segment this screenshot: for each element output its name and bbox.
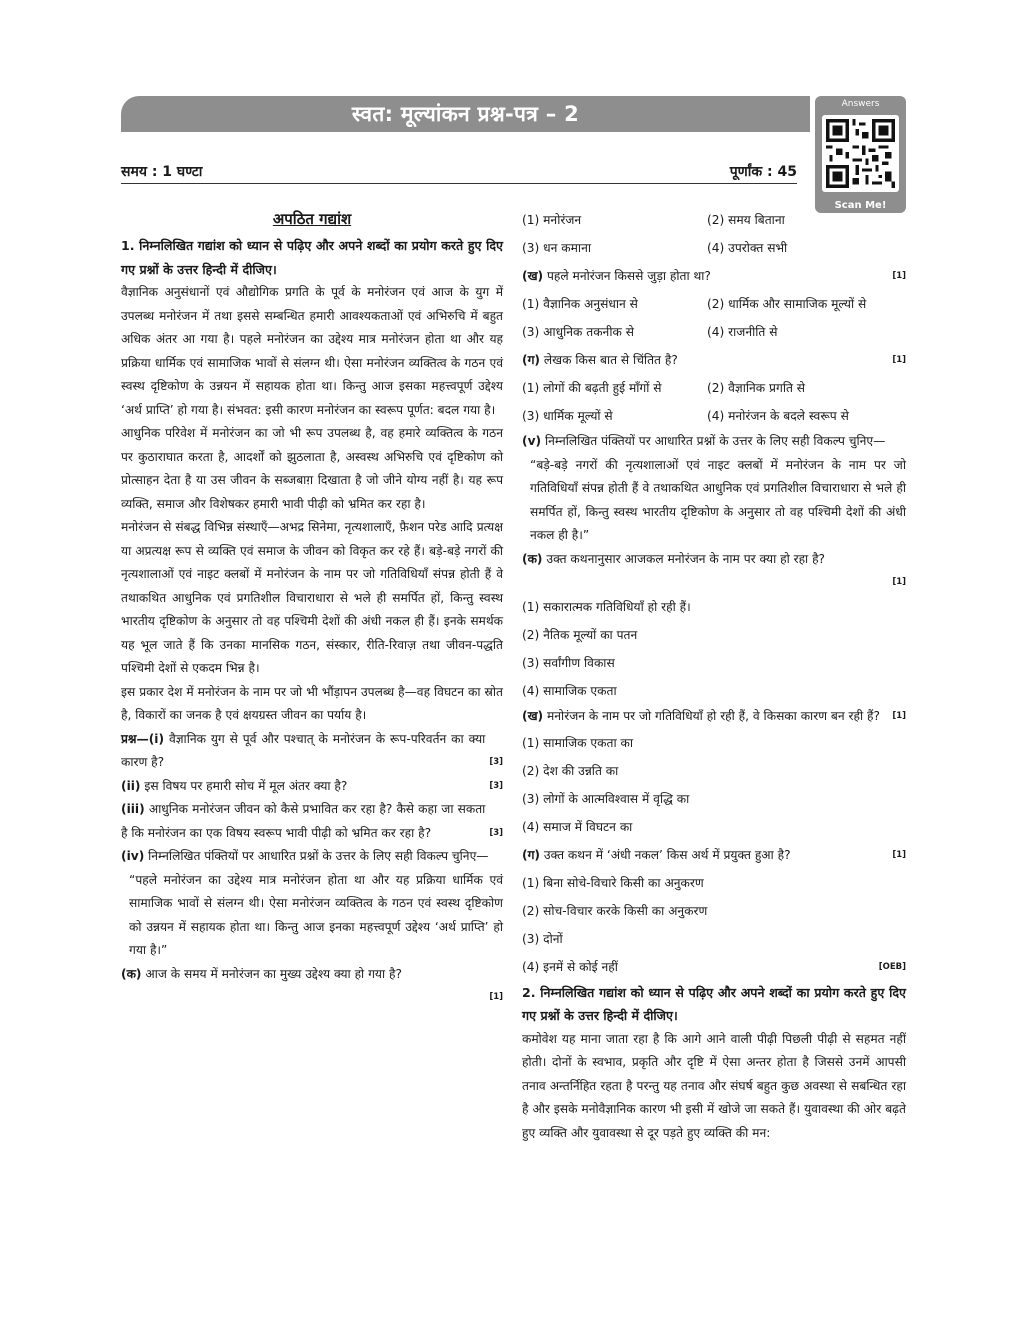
question-1-heading: 1. निम्नलिखित गद्यांश को ध्यान से पढ़िए और अपने शब्दों का प्रयोग करते हुए दिए गए प्रश्नों के उत्तर हिन्दी में दीजिए। xyxy=(121,238,503,277)
question-text: निम्नलिखित पंक्तियों पर आधारित प्रश्नों के उत्तर के लिए सही विकल्प चुनिए— xyxy=(544,434,886,448)
option: (4) समाज में विघटन का xyxy=(522,819,633,834)
option-row xyxy=(522,402,906,430)
left-column xyxy=(121,206,503,1008)
question-label: (iv) xyxy=(121,849,145,863)
question-text: उक्त कथनानुसार आजकल मनोरंजन के नाम पर क्या हो रहा है? xyxy=(546,551,826,566)
question-ii xyxy=(121,775,503,799)
option: (3) धार्मिक मूल्यों से xyxy=(522,409,613,423)
option: (1) लोगों की बढ़ती हुई माँगों से xyxy=(522,381,662,395)
question-iv xyxy=(121,845,503,869)
marks-badge: [1] xyxy=(489,992,503,1002)
quoted-passage: “पहले मनोरंजन का उद्देश्य मात्र मनोरंजन होता था और यह प्रक्रिया धार्मिक एवं सामाजिक भावों से संलग्न थी। ऐसा मनोरंजन व्यक्तित्व के गठन एवं स्वस्थ दृष्टिकोण को उन्नयन में सहायक होता था। किन्तु आज इनका महत्त्वपूर्ण उद्देश्य ‘अर्थ प्राप्ति’ हो गया है।” xyxy=(129,872,503,957)
question-2-heading: 2. निम्नलिखित गद्यांश को ध्यान से पढ़िए और अपने शब्दों का प्रयोग करते हुए दिए गए प्रश्नों के उत्तर हिन्दी में दीजिए। xyxy=(522,984,906,1023)
question-label: (क) xyxy=(121,966,142,981)
marks-badge: [1] xyxy=(892,271,906,281)
option: (4) इनमें से कोई नहीं xyxy=(522,959,618,974)
question-text: पहले मनोरंजन किससे जुड़ा होता था? xyxy=(547,269,711,283)
option: (1) बिना सोचे-विचारे किसी का अनुकरण xyxy=(522,875,704,890)
question-text: लेखक किस बात से चिंतित है? xyxy=(543,353,678,367)
option: (2) समय बिताना xyxy=(707,213,785,227)
question-text: वैज्ञानिक युग से पूर्व और पश्चात् के मनोरंजन के रूप-परिवर्तन का क्या कारण है? xyxy=(121,731,486,769)
option: (1) वैज्ञानिक अनुसंधान से xyxy=(522,297,638,311)
right-column xyxy=(522,206,906,1145)
question-label: (ii) xyxy=(121,778,141,793)
marks-badge: [1] xyxy=(892,577,906,587)
question-label: (ग) xyxy=(522,353,541,367)
option-row xyxy=(522,290,906,318)
time-label: समय : 1 घण्टा xyxy=(121,164,203,180)
option: (1) मनोरंजन xyxy=(522,213,582,227)
option-row xyxy=(522,234,906,262)
question-label: (क) xyxy=(522,551,543,566)
question-text: इस विषय पर हमारी सोच में मूल अंतर क्या है? xyxy=(144,778,348,793)
option: (2) देश की उन्नति का xyxy=(522,763,619,778)
question-label: (ख) xyxy=(522,269,544,283)
marks-badge: [3] xyxy=(489,827,503,838)
passage-paragraph: वैज्ञानिक अनुसंधानों एवं औद्योगिक प्रगति के पूर्व के मनोरंजन एवं आज के युग में उपलब्ध मनोरंजन में तथा इससे सम्बन्धित हमारी आवश्यकताओं एवं अभिरुचि में बहुत अधिक अंतर आ गया है। पहले मनोरंजन का उद्देश्य मात्र मनोरंजन होता था और यह प्रक्रिया धार्मिक एवं सामाजिक भावों से संलग्न थी। ऐसा मनोरंजन व्यक्तित्व के गठन एवं स्वस्थ दृष्टिकोण के उन्नयन में सहायक होता था। किन्तु आज इसका महत्त्वपूर्ण उद्देश्य ‘अर्थ प्राप्ति’ हो गया है। संभवत: इसी कारण मनोरंजन का स्वरूप पूर्णत: बदल गया है। xyxy=(121,285,503,417)
marks-badge: [3] xyxy=(489,757,503,767)
option: (4) उपरोक्त सभी xyxy=(707,241,788,255)
question-text: मनोरंजन के नाम पर जो गतिविधियाँ हो रही हैं, वे किसका कारण बन रही हैं? xyxy=(547,709,880,723)
section-heading: अपठित गद्यांश xyxy=(272,210,352,228)
option: (2) सोच-विचार करके किसी का अनुकरण xyxy=(522,903,708,918)
question-text: उक्त कथन में ‘अंधी नकल’ किस अर्थ में प्रयुक्त हुआ है? xyxy=(543,847,791,862)
passage-paragraph: मनोरंजन से संबद्ध विभिन्न संस्थाएँ—अभद्र सिनेमा, नृत्यशालाएँ, फ़ैशन परेड आदि प्रत्यक्ष या अप्रत्यक्ष रूप से व्यक्ति एवं समाज के जीवन को विकृत कर रहे हैं। बड़े-बड़े नगरों की नृत्यशालाओं एवं नाइट क्लबों में मनोरंजन के नाम पर जो गतिविधियाँ संपन्न होती हैं वे तथाकथित आधुनिक एवं प्रगतिशील विचाराधारा से भले ही समर्पित हों, किन्तु स्वस्थ भारतीय दृष्टिकोण के अनुसार तो वह पश्चिमी देशों की अंधी नकल ही हैं। इनके समर्थक यह भूल जाते हैं कि उनका मानसिक गठन, संस्कार, रीति-रिवाज़ तथा जीवन-पद्धति पश्चिमी देशों से एकदम भिन्न है। xyxy=(121,520,503,675)
option: (3) लोगों के आत्मविश्वास में वृद्धि का xyxy=(522,791,690,806)
option: (3) आधुनिक तकनीक से xyxy=(522,325,634,339)
option-row xyxy=(522,374,906,402)
marks-badge: [3] xyxy=(489,780,503,791)
sub-question-k xyxy=(121,963,503,987)
passage-paragraph: इस प्रकार देश में मनोरंजन के नाम पर जो भी भौंड़ापन उपलब्ध है—वह विघटन का स्रोत है, विकारों का जनक है एवं क्षयग्रस्त जीवन का पर्याय है। xyxy=(121,684,503,722)
question-v xyxy=(522,430,906,454)
marks-label: पूर्णांक : 45 xyxy=(729,164,797,180)
marks-badge: [1] xyxy=(892,849,906,860)
question-label: (ग) xyxy=(522,847,541,862)
page-title: स्वत: मूल्यांकन प्रश्न-पत्र – 2 xyxy=(351,102,580,126)
question-iii xyxy=(121,798,503,845)
option: (4) मनोरंजन के बदले स्वरूप से xyxy=(707,409,849,423)
option: (3) धन कमाना xyxy=(522,241,591,255)
option: (4) राजनीति से xyxy=(707,325,778,339)
qr-scan-label: Scan Me! xyxy=(834,200,887,211)
sub-question-g xyxy=(522,346,906,374)
exam-meta-row xyxy=(121,160,797,184)
option-row xyxy=(522,318,906,346)
quoted-passage: “बड़े-बड़े नगरों की नृत्यशालाओं एवं नाइट क्लबों में मनोरंजन के नाम पर जो गतिविधियाँ संपन्न होती हैं वे तथाकथित आधुनिक एवं प्रगतिशील विचाराधारा से भले ही समर्पित हों, किन्तु स्वस्थ भारतीय दृष्टिकोण के अनुसार तो वह पश्चिमी देशों की अंधी नकल ही है।” xyxy=(530,457,906,542)
option: (1) सामाजिक एकता का xyxy=(522,735,634,750)
sub-question-k xyxy=(522,548,906,572)
sub-question-kh xyxy=(522,262,906,290)
source-badge: [OEB] xyxy=(878,961,906,972)
option-row-last xyxy=(522,953,906,981)
question-label: (v) xyxy=(522,434,542,448)
question-text: आज के समय में मनोरंजन का मुख्य उद्देश्य क्या हो गया है? xyxy=(145,966,402,981)
qr-top-label: Answers xyxy=(841,99,880,109)
option: (3) दोनों xyxy=(522,931,563,946)
qr-answers-box[interactable] xyxy=(815,96,906,213)
sub-question-kh xyxy=(522,705,906,729)
question-label: (ख) xyxy=(522,709,544,723)
passage-paragraph: कमोवेश यह माना जाता रहा है कि आगे आने वाली पीढ़ी पिछली पीढ़ी से सहमत नहीं होती। दोनों के स्वभाव, प्रकृति और दृष्टि में ऐसा अन्तर होता है जिससे उनमें आपसी तनाव अन्तर्निहित रहता है परन्तु यह तनाव और संघर्ष बहुत कुछ अवस्था से सबन्धित रहा है और इसके मनोवैज्ञानिक कारण भी इसी में खोजे जा सकते हैं। युवावस्था की ओर बढ़ते हुए व्यक्ति और युवावस्था से दूर पड़ते हुए व्यक्ति की मन: xyxy=(522,1031,906,1140)
qr-code-icon xyxy=(822,115,899,192)
passage-paragraph: आधुनिक परिवेश में मनोरंजन का जो भी रूप उपलब्ध है, वह हमारे व्यक्तित्व के गठन पर कुठाराघात करता है, आदर्शों को झुठलाता है, अस्वस्थ अभिरुचि एवं दृष्टिकोण को प्रोत्साहन देता है या उस जीवन के सब्जबाग़ दिखाता है जो जीने योग्य नहीं है। यह रूप व्यक्ति, समाज और विशेषकर हमारी भावी पीढ़ी को भ्रमित कर रहा है। xyxy=(121,426,503,511)
title-banner xyxy=(121,96,810,132)
option-row xyxy=(522,206,906,234)
option: (1) सकारात्मक गतिविधियाँ हो रही हैं। xyxy=(522,600,691,614)
marks-badge: [1] xyxy=(892,355,906,365)
marks-badge: [1] xyxy=(892,711,906,721)
option: (3) सर्वांगीण विकास xyxy=(522,656,615,670)
question-label: (iii) xyxy=(121,802,145,816)
question-label: प्रश्न—(i) xyxy=(121,731,165,746)
option: (2) नैतिक मूल्यों का पतन xyxy=(522,628,638,642)
question-text: आधुनिक मनोरंजन जीवन को कैसे प्रभावित कर रहा है? कैसे कहा जा सकता है कि मनोरंजन का एक विषय स्वरूप भावी पीढ़ी को भ्रमित कर रहा है? xyxy=(121,802,486,840)
option: (4) सामाजिक एकता xyxy=(522,684,617,698)
option: (2) धार्मिक और सामाजिक मूल्यों से xyxy=(707,297,867,311)
sub-question-g xyxy=(522,841,906,869)
option: (2) वैज्ञानिक प्रगति से xyxy=(707,381,806,395)
question-text: निम्नलिखित पंक्तियों पर आधारित प्रश्नों के उत्तर के लिए सही विकल्प चुनिए— xyxy=(148,849,489,863)
question-i xyxy=(121,728,503,775)
